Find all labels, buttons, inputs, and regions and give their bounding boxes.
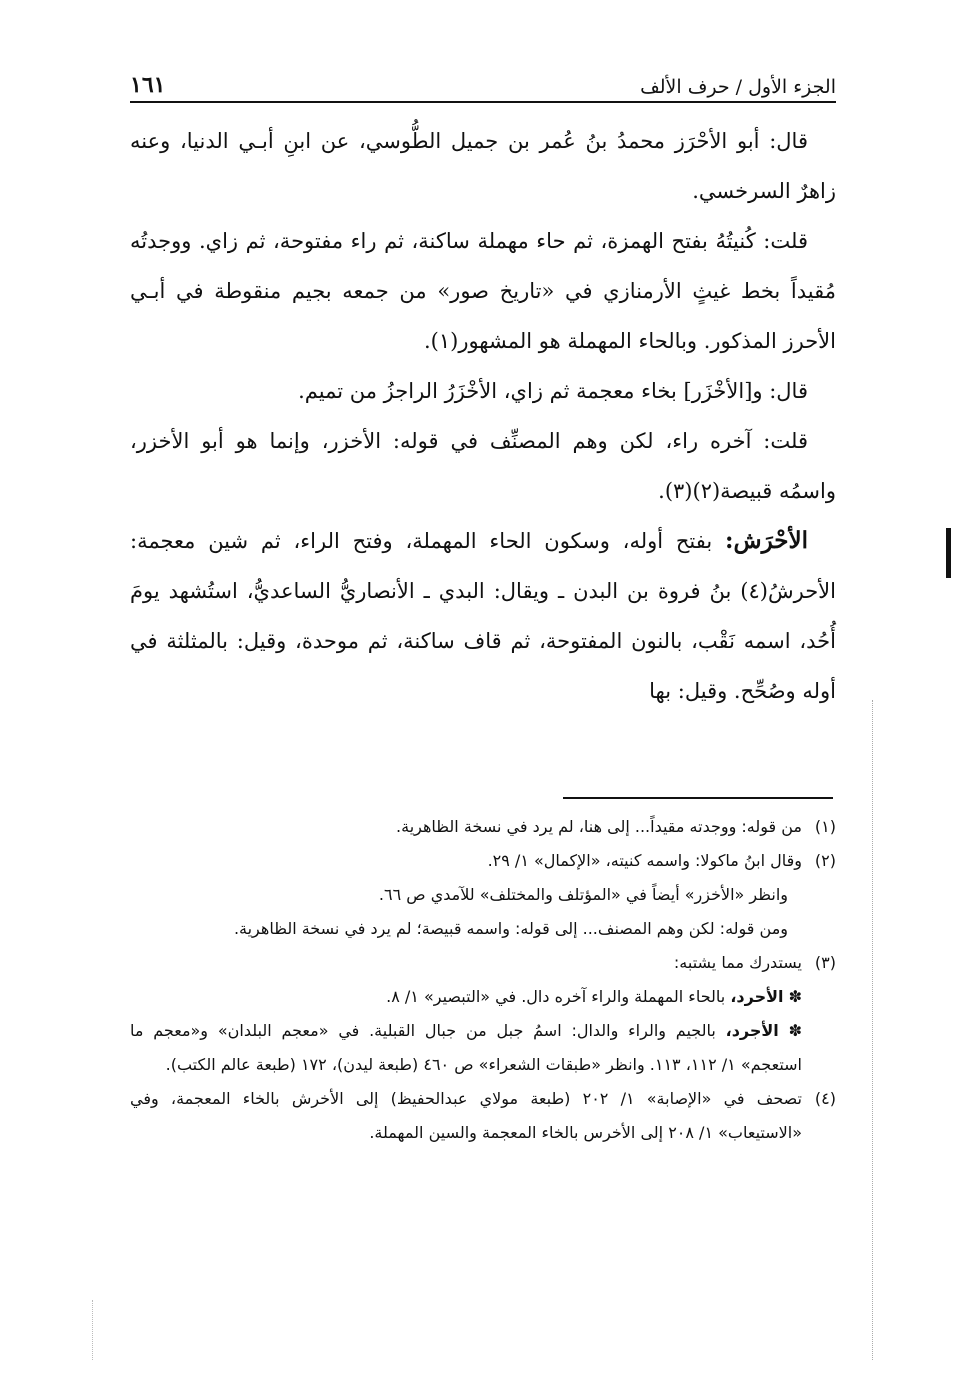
page-header — [130, 62, 836, 98]
footnote-marker: (٤) — [814, 1089, 836, 1108]
paragraph — [130, 366, 836, 416]
footnote — [130, 1082, 836, 1150]
footnote-bullet-item — [130, 1014, 836, 1082]
asterisk-icon: ✽ — [788, 987, 802, 1006]
running-title: الجزء الأول / حرف الألف — [640, 76, 836, 98]
footnote-bullet-item — [130, 980, 836, 1014]
footnote-text: يستدرك مما يشتبه: — [673, 953, 802, 972]
footnote — [130, 810, 836, 844]
header-rule — [130, 101, 836, 103]
bullet-lemma: الأحرد، — [730, 987, 784, 1006]
footnote — [130, 946, 836, 980]
footnote-text: بالجيم والراء والدال: اسمُ جبل من جبال القبلية. في «معجم البلدان» و«معجم ما استعجم» ١/ ١١٢، ١١٣. وانظر «طبقات الشعراء» ص ٤٦٠ (طبعة ليدن)، ١٧٢ (طبعة عالم الكتب). — [130, 1021, 802, 1074]
footnote-text: بالحاء المهملة والراء آخره دال. في «التبصير» ١/ ٨. — [386, 987, 731, 1006]
footnote-marker: (٣) — [814, 953, 836, 972]
footnote-text: وانظر «الأخزر» أيضاً في «المؤتلف والمختلف» للآمدي ص ٦٦. — [378, 885, 788, 904]
footnote-continuation — [130, 912, 836, 946]
paragraph — [130, 116, 836, 216]
paragraph-text: قال: أبو الأحْرَز محمدُ بنُ عُمر بن جميل الطُّوسي، عن ابنِ أبـي الدنيا، وعنه زاهرٌ السرخسي. — [130, 129, 836, 203]
scan-margin-mark — [946, 528, 951, 578]
page-number: ١٦١ — [130, 72, 166, 98]
footnote-marker: (٢) — [814, 851, 836, 870]
footnote-text: من قوله: ووجدته مقيداً... إلى هنا، لم يرد في نسخة الظاهرية. — [396, 817, 802, 836]
footnotes — [130, 810, 836, 1150]
asterisk-icon: ✽ — [788, 1021, 802, 1040]
bullet-lemma: الأجرد، — [725, 1021, 779, 1040]
paragraph-text: قلت: كُنيتُهُ بفتح الهمزة، ثم حاء مهملة ساكنة، ثم راء مفتوحة، ثم زاي. ووجدتُه مُقيداً بخط غيثٍ الأرمنازي في «تاريخ صور» من جمعه بجيم منقوطة في أبـي الأحرز المذكور. وبالحاء المهملة هو المشهور(١). — [130, 229, 836, 353]
footnote — [130, 844, 836, 878]
paragraph — [130, 416, 836, 516]
entry-lemma: الأحْرَش: — [725, 527, 808, 554]
scan-dotted-artifact — [872, 700, 873, 1360]
footnote-marker: (١) — [814, 817, 836, 836]
paragraph-text: قال: و[الأخْزَر] بخاء معجمة ثم زاي، الأخْزَرُ الراجزُ من تميم. — [298, 379, 808, 403]
footnote-text: ومن قوله: لكن وهم المصنف... إلى قوله: واسمه قبيصة؛ لم يرد في نسخة الظاهرية. — [233, 919, 788, 938]
footnote-separator — [563, 797, 833, 799]
paragraph — [130, 516, 836, 716]
footnote-text: وقال ابنُ ماكولا: واسمه كنيته، «الإكمال» ١/ ٢٩. — [487, 851, 802, 870]
paragraph — [130, 216, 836, 366]
scan-dotted-artifact — [92, 1300, 93, 1360]
paragraph-text: قلت: آخره راء، لكن وهم المصنِّف في قوله: الأخزر، وإنما هو أبو الأخزر، واسمُه قبيصة(٢)(٣). — [130, 429, 836, 503]
main-text — [130, 116, 836, 716]
footnote-continuation — [130, 878, 836, 912]
footnote-text: تصحف في «الإصابة» ١/ ٢٠٢ (طبعة مولاي عبدالحفيظ) إلى الأخرش بالخاء المعجمة، وفي «الاستيعاب» ١/ ٢٠٨ إلى الأخرس بالخاء المعجمة والسين المهملة. — [130, 1089, 802, 1142]
paragraph-text: بفتح أوله، وسكون الحاء المهملة، وفتح الراء، ثم شين معجمة: الأحرشُ(٤) بنُ فروة بن البدن ـ ويقال: البدي ـ الأنصاريُّ الساعديُّ، استُشهد يومَ أُحُد، اسمه نَقْب، بالنون المفتوحة، ثم قاف ساكنة، ثم موحدة، وقيل: بالمثلثة في أوله وصُحِّح. وقيل: بها — [130, 529, 836, 703]
